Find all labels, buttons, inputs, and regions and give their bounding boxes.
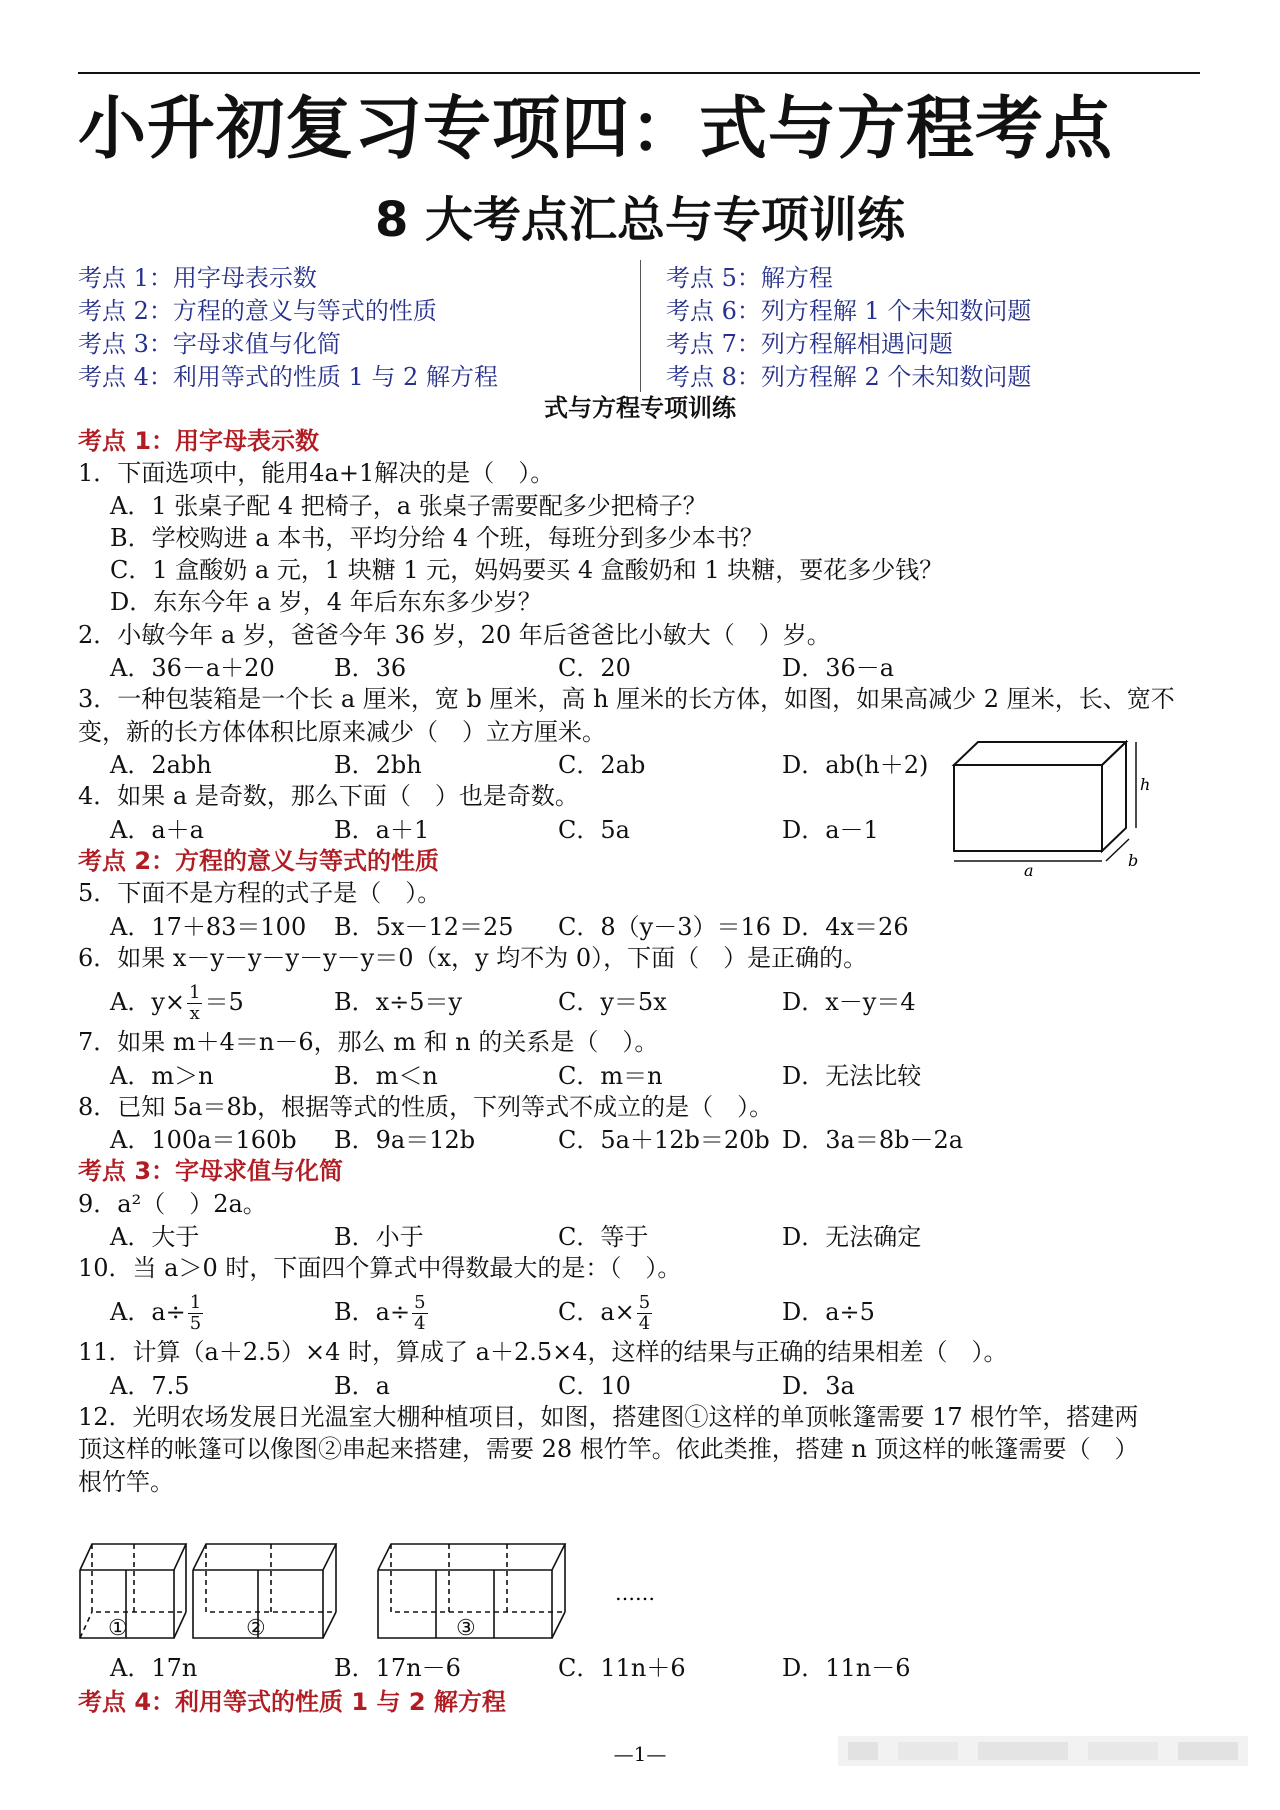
question-12-line3: 根竹竿。 [78,1467,174,1496]
toc-item: 考点 2：方程的意义与等式的性质 [78,297,437,325]
q12-options [110,1648,1006,1683]
question-7: 7．如果 m＋4＝n－6，那么 m 和 n 的关系是（ ）。 [78,1028,659,1057]
width-arrow [1106,839,1129,861]
question-3-line1: 3．一种包装箱是一个长 a 厘米，宽 b 厘米，高 h 厘米的长方体，如图，如果高减少 2 厘米，长、宽不 [78,685,1175,714]
q5-option-a: A．17＋83＝100 [110,912,307,941]
q12-option-b: B．17n－6 [334,1654,461,1682]
q6-options [78,974,1208,1026]
q6-option-a [110,976,334,1028]
cuboid-top-face [954,742,1126,765]
q5-option-c: C．8（y－3）＝16 [558,912,771,941]
question-11: 11．计算（a＋2.5）×4 时，算成了 a＋2.5×4，这样的结果与正确的结果相差（ ）。 [78,1338,1008,1367]
section-title: 式与方程专项训练 [544,393,736,422]
toc-left [78,262,498,394]
q9-option-d: D．无法确定 [782,1223,922,1252]
q6-a-prefix: A．y× [110,987,185,1016]
q7-option-c: C．m＝n [558,1061,663,1090]
q9-option-c: C．等于 [558,1223,649,1252]
q9-options [78,1220,1208,1252]
toc-item: 考点 1：用字母表示数 [78,264,317,292]
q8-options [78,1123,1208,1155]
label-a: a [1024,861,1034,880]
q2-options [78,651,1208,683]
tent-label-1: ① [108,1616,128,1641]
fraction [637,1293,652,1334]
page-title: 小升初复习专项四：式与方程考点 [78,90,1114,169]
toc-item: 考点 4：利用等式的性质 1 与 2 解方程 [78,363,498,391]
q6-option-c: C．y＝5x [558,987,667,1016]
question-9: 9．a²（ ）2a。 [78,1189,267,1218]
q3-option-d: D．ab(h＋2) [782,751,929,780]
q8-option-a: A．100a＝160b [110,1126,297,1155]
q12-option-c: C．11n＋6 [558,1654,686,1682]
fraction-denominator: 4 [414,1312,426,1334]
q10-options [78,1284,1208,1336]
q9-option-a: A．大于 [110,1223,200,1252]
q6-option-d: D．x－y＝4 [782,987,916,1016]
cuboid-front-face [954,765,1102,851]
q2-option-a: A．36－a＋20 [110,654,275,683]
fraction-denominator: 5 [189,1312,202,1334]
kp-heading-4: 考点 4：利用等式的性质 1 与 2 解方程 [78,1688,506,1716]
tents-figure [78,1520,678,1650]
q9-option-b: B．小于 [334,1223,424,1252]
q11-option-c: C．10 [558,1372,631,1401]
question-6: 6．如果 x－y－y－y－y－y＝0（x，y 均不为 0），下面（ ）是正确的。 [78,943,868,972]
q8-option-c: C．5a＋12b＝20b [558,1126,770,1155]
q10-b-prefix: B．a÷ [334,1297,411,1326]
q1-option-a: A．1 张桌子配 4 把椅子，a 张桌子需要配多少把椅子？ [110,491,707,520]
fraction-numerator: 1 [189,981,201,1003]
q4-option-d: D．a－1 [782,815,879,844]
tent-1 [80,1544,186,1638]
toc-item: 考点 5：解方程 [666,264,833,292]
top-rule [78,72,1200,74]
q2-option-b: B．36 [334,654,407,683]
q5-options [78,909,1208,941]
toc-right [666,262,1031,394]
question-10: 10．当 a＞0 时，下面四个算式中得数最大的是：（ ）。 [78,1254,682,1283]
q4-option-b: B．a＋1 [334,815,430,844]
q6-a-suffix: ＝5 [204,987,244,1016]
question-12-line1: 12．光明农场发展日光温室大棚种植项目，如图，搭建图①这样的单顶帐篷需要 17 根竹竿，搭建两 [78,1403,1139,1432]
question-8: 8．已知 5a＝8b，根据等式的性质，下列等式不成立的是（ ）。 [78,1092,774,1121]
toc-item: 考点 8：列方程解 2 个未知数问题 [666,363,1032,391]
q10-c-prefix: C．a× [558,1297,635,1326]
q10-a-prefix: A．a÷ [110,1297,186,1326]
question-3-line2: 变，新的长方体体积比原来减少（ ）立方厘米。 [78,717,606,746]
q10-option-b [334,1286,558,1338]
fraction-denominator: x [189,1002,200,1024]
label-h: h [1140,775,1151,794]
q11-option-d: D．3a [782,1372,855,1401]
q1-option-d: D．东东今年 a 岁，4 年后东东多少岁？ [110,588,542,617]
fraction [412,1293,427,1334]
q10-option-d: D．a÷5 [782,1297,875,1326]
ellipsis: …… [615,1581,655,1605]
q11-option-b: B．a [334,1372,390,1401]
page-subtitle: 8 大考点汇总与专项训练 [374,192,906,248]
q6-option-b: B．x÷5＝y [334,987,463,1016]
q3-option-a: A．2abh [110,751,212,780]
toc-divider [640,260,641,392]
q4-option-a: A．a＋a [110,815,204,844]
q8-option-b: B．9a＝12b [334,1126,476,1155]
q1-option-b: B．学校购进 a 本书，平均分给 4 个班，每班分到多少本书？ [110,523,764,552]
watermark-strip [838,1736,1248,1766]
tent-label-3: ③ [456,1616,476,1641]
q7-option-a: A．m＞n [110,1061,214,1090]
toc-item: 考点 3：字母求值与化简 [78,330,341,358]
q2-option-c: C．20 [558,654,631,683]
q5-option-d: D．4x＝26 [782,912,909,941]
q10-option-c [558,1286,782,1338]
tent-label-2: ② [246,1616,266,1641]
kp-heading-2: 考点 2：方程的意义与等式的性质 [78,846,440,875]
q11-options [78,1369,1208,1401]
kp-heading-1: 考点 1：用字母表示数 [78,427,320,455]
cuboid-side-face [1102,742,1126,851]
q12-option-d: D．11n－6 [782,1654,911,1682]
q2-option-d: D．36－a [782,654,895,683]
fraction-denominator: 4 [638,1312,651,1334]
label-b: b [1128,851,1139,870]
page-number: —1— [613,1742,667,1766]
q7-options [78,1058,1208,1090]
fraction-numerator: 5 [638,1291,651,1313]
question-12-line2: 顶这样的帐篷可以像图②串起来搭建，需要 28 根竹竿。依此类推，搭建 n 顶这样的帐篷需要（ ） [78,1435,1139,1464]
toc-item: 考点 6：列方程解 1 个未知数问题 [666,297,1032,325]
q4-option-c: C．5a [558,815,630,844]
question-1: 1．下面选项中，能用4a+1解决的是（ ）。 [78,459,555,488]
q12-option-a: A．17n [110,1654,198,1682]
kp-heading-3: 考点 3：字母求值与化简 [78,1157,344,1186]
fraction [188,1293,203,1334]
q11-option-a: A．7.5 [110,1372,190,1401]
q1-option-c: C．1 盒酸奶 a 元，1 块糖 1 元，妈妈要买 4 盒酸奶和 1 块糖，要花多少钱？ [110,556,944,585]
question-4: 4．如果 a 是奇数，那么下面（ ）也是奇数。 [78,782,579,811]
question-2: 2．小敏今年 a 岁，爸爸今年 36 岁，20 年后爸爸比小敏大（ ）岁。 [78,620,831,649]
question-5: 5．下面不是方程的式子是（ ）。 [78,879,442,908]
q7-option-d: D．无法比较 [782,1061,922,1090]
q8-option-d: D．3a＝8b－2a [782,1126,964,1155]
fraction-numerator: 1 [189,1291,202,1313]
q10-option-a [110,1286,334,1338]
question-list [78,425,1208,1498]
toc-item: 考点 7：列方程解相遇问题 [666,330,953,358]
q5-option-b: B．5x－12＝25 [334,912,514,941]
q3-option-c: C．2ab [558,751,646,780]
q3-option-b: B．2bh [334,751,422,780]
fraction-numerator: 5 [414,1291,426,1313]
q7-option-b: B．m＜n [334,1061,438,1090]
cuboid-figure [948,740,1151,880]
fraction [187,983,202,1024]
